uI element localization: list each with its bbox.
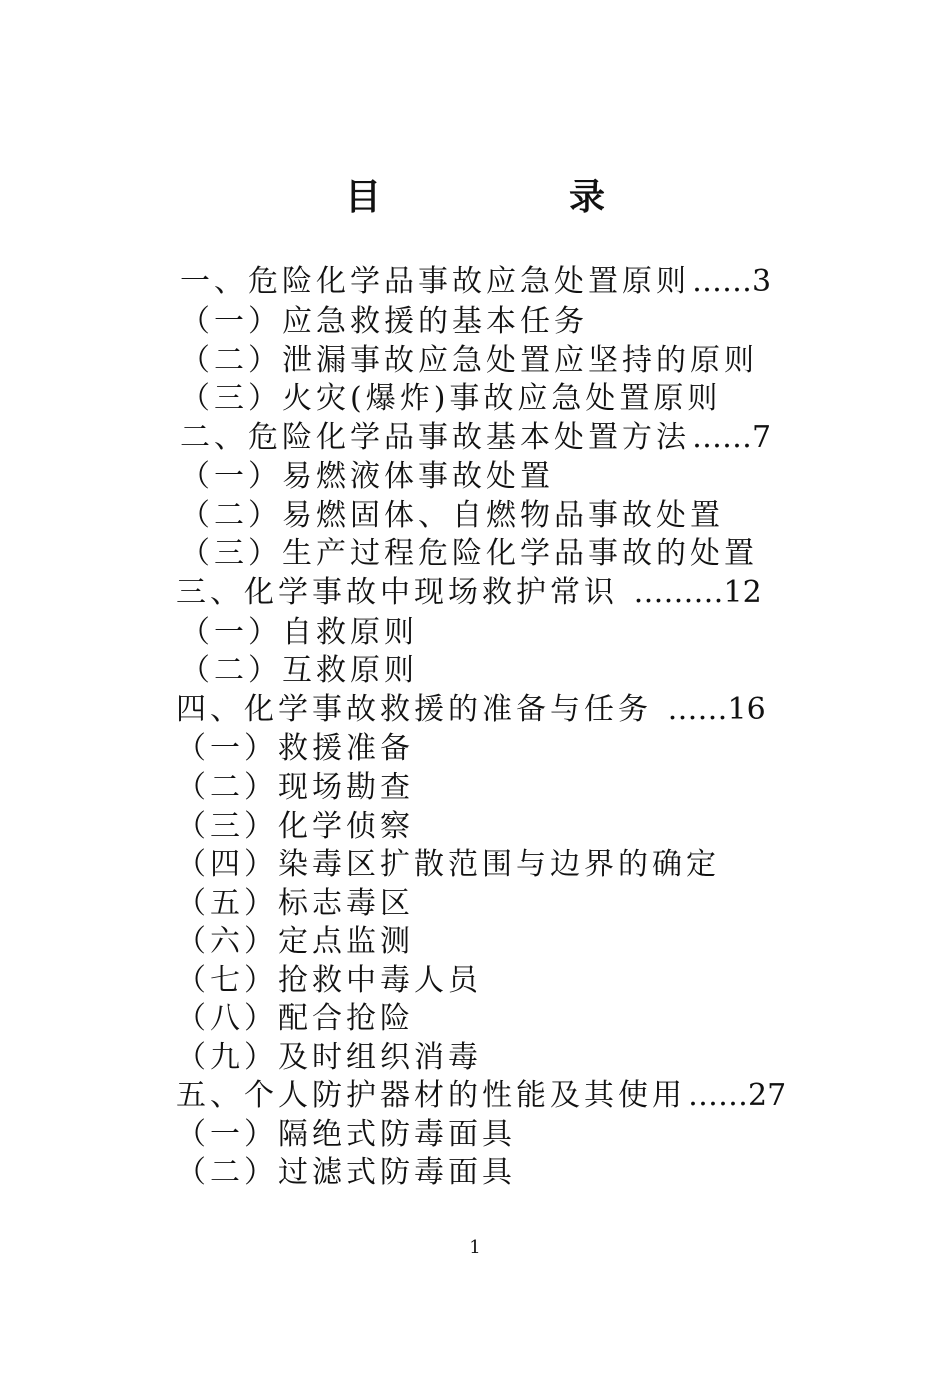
toc-entry-text: （二）泄漏事故应急处置应坚持的原则 (180, 343, 758, 378)
toc-entry-2-1[interactable] (180, 457, 554, 497)
toc-page-number: 3 (752, 264, 772, 299)
toc-title: 目 录 (344, 177, 681, 218)
toc-entry-text: （一）救援准备 (176, 731, 414, 766)
toc-entry-text: （五）标志毒区 (176, 886, 414, 921)
toc-entry-text: （二）过滤式防毒面具 (176, 1155, 516, 1190)
toc-entry-text: 一、危险化学品事故应急处置原则 (180, 264, 690, 299)
toc-leader-dots: …… (667, 692, 728, 727)
toc-entry-3-2[interactable] (180, 651, 418, 691)
toc-entry-4-6[interactable] (176, 922, 414, 962)
toc-entry-1-1[interactable] (180, 302, 588, 342)
toc-entry-5-1[interactable] (176, 1115, 516, 1155)
toc-page-number: 27 (748, 1078, 787, 1113)
toc-entry-4-8[interactable] (176, 999, 414, 1039)
toc-entry-text: （八）配合抢险 (176, 1001, 414, 1036)
toc-entry-text: （七）抢救中毒人员 (176, 963, 482, 998)
toc-entry-section-2[interactable] (180, 418, 771, 458)
toc-entry-text: 三、化学事故中现场救护常识 (176, 575, 632, 610)
toc-entry-section-5[interactable] (176, 1076, 786, 1116)
toc-entry-4-2[interactable] (176, 768, 414, 808)
toc-entry-4-1[interactable] (176, 729, 414, 769)
toc-entry-text: （一）易燃液体事故处置 (180, 459, 554, 494)
toc-entry-4-3[interactable] (176, 807, 414, 847)
toc-entry-text: （九）及时组织消毒 (176, 1040, 482, 1075)
toc-entry-section-1[interactable] (180, 262, 771, 302)
toc-entry-2-3[interactable] (180, 534, 758, 574)
toc-entry-section-4[interactable] (176, 690, 766, 730)
toc-entry-text: （三）化学侦察 (176, 809, 414, 844)
toc-entry-text: （一）隔绝式防毒面具 (176, 1117, 516, 1152)
toc-entry-text: （一）应急救援的基本任务 (180, 304, 588, 339)
toc-entry-1-2[interactable] (180, 341, 758, 381)
toc-entry-text: 四、化学事故救援的准备与任务 (176, 692, 666, 727)
toc-entry-4-5[interactable] (176, 884, 414, 924)
toc-entry-1-3[interactable] (180, 379, 721, 419)
toc-entry-text: （二）现场勘查 (176, 770, 414, 805)
toc-entry-text: 五、个人防护器材的性能及其使用 (176, 1078, 686, 1113)
toc-entry-4-4[interactable] (176, 845, 720, 885)
toc-entry-text: （二）易燃固体、自燃物品事故处置 (180, 498, 724, 533)
toc-leader-dots: ……… (633, 575, 724, 610)
toc-entry-4-9[interactable] (176, 1038, 482, 1078)
page-number: 1 (469, 1237, 481, 1258)
toc-leader-dots: …… (692, 420, 752, 455)
toc-entry-5-2[interactable] (176, 1153, 516, 1193)
toc-entry-text: （三）火灾(爆炸)事故应急处置原则 (180, 381, 722, 416)
toc-entry-text: （一）自救原则 (180, 615, 418, 650)
toc-entry-section-3[interactable] (176, 573, 762, 613)
toc-entry-4-7[interactable] (176, 961, 482, 1001)
toc-entry-text: （六）定点监测 (176, 924, 414, 959)
toc-entry-text: 二、危险化学品事故基本处置方法 (180, 420, 690, 455)
toc-entry-text: （三）生产过程危险化学品事故的处置 (180, 536, 758, 571)
toc-entry-text: （二）互救原则 (180, 653, 418, 688)
toc-page-number: 12 (723, 575, 762, 610)
toc-leader-dots: …… (688, 1078, 748, 1113)
toc-page-number: 7 (752, 420, 772, 455)
toc-entry-text: （四）染毒区扩散范围与边界的确定 (176, 847, 720, 882)
toc-leader-dots: …… (692, 264, 752, 299)
toc-entry-2-2[interactable] (180, 496, 724, 536)
toc-entry-3-1[interactable] (180, 613, 418, 653)
toc-page-number: 16 (727, 692, 766, 727)
